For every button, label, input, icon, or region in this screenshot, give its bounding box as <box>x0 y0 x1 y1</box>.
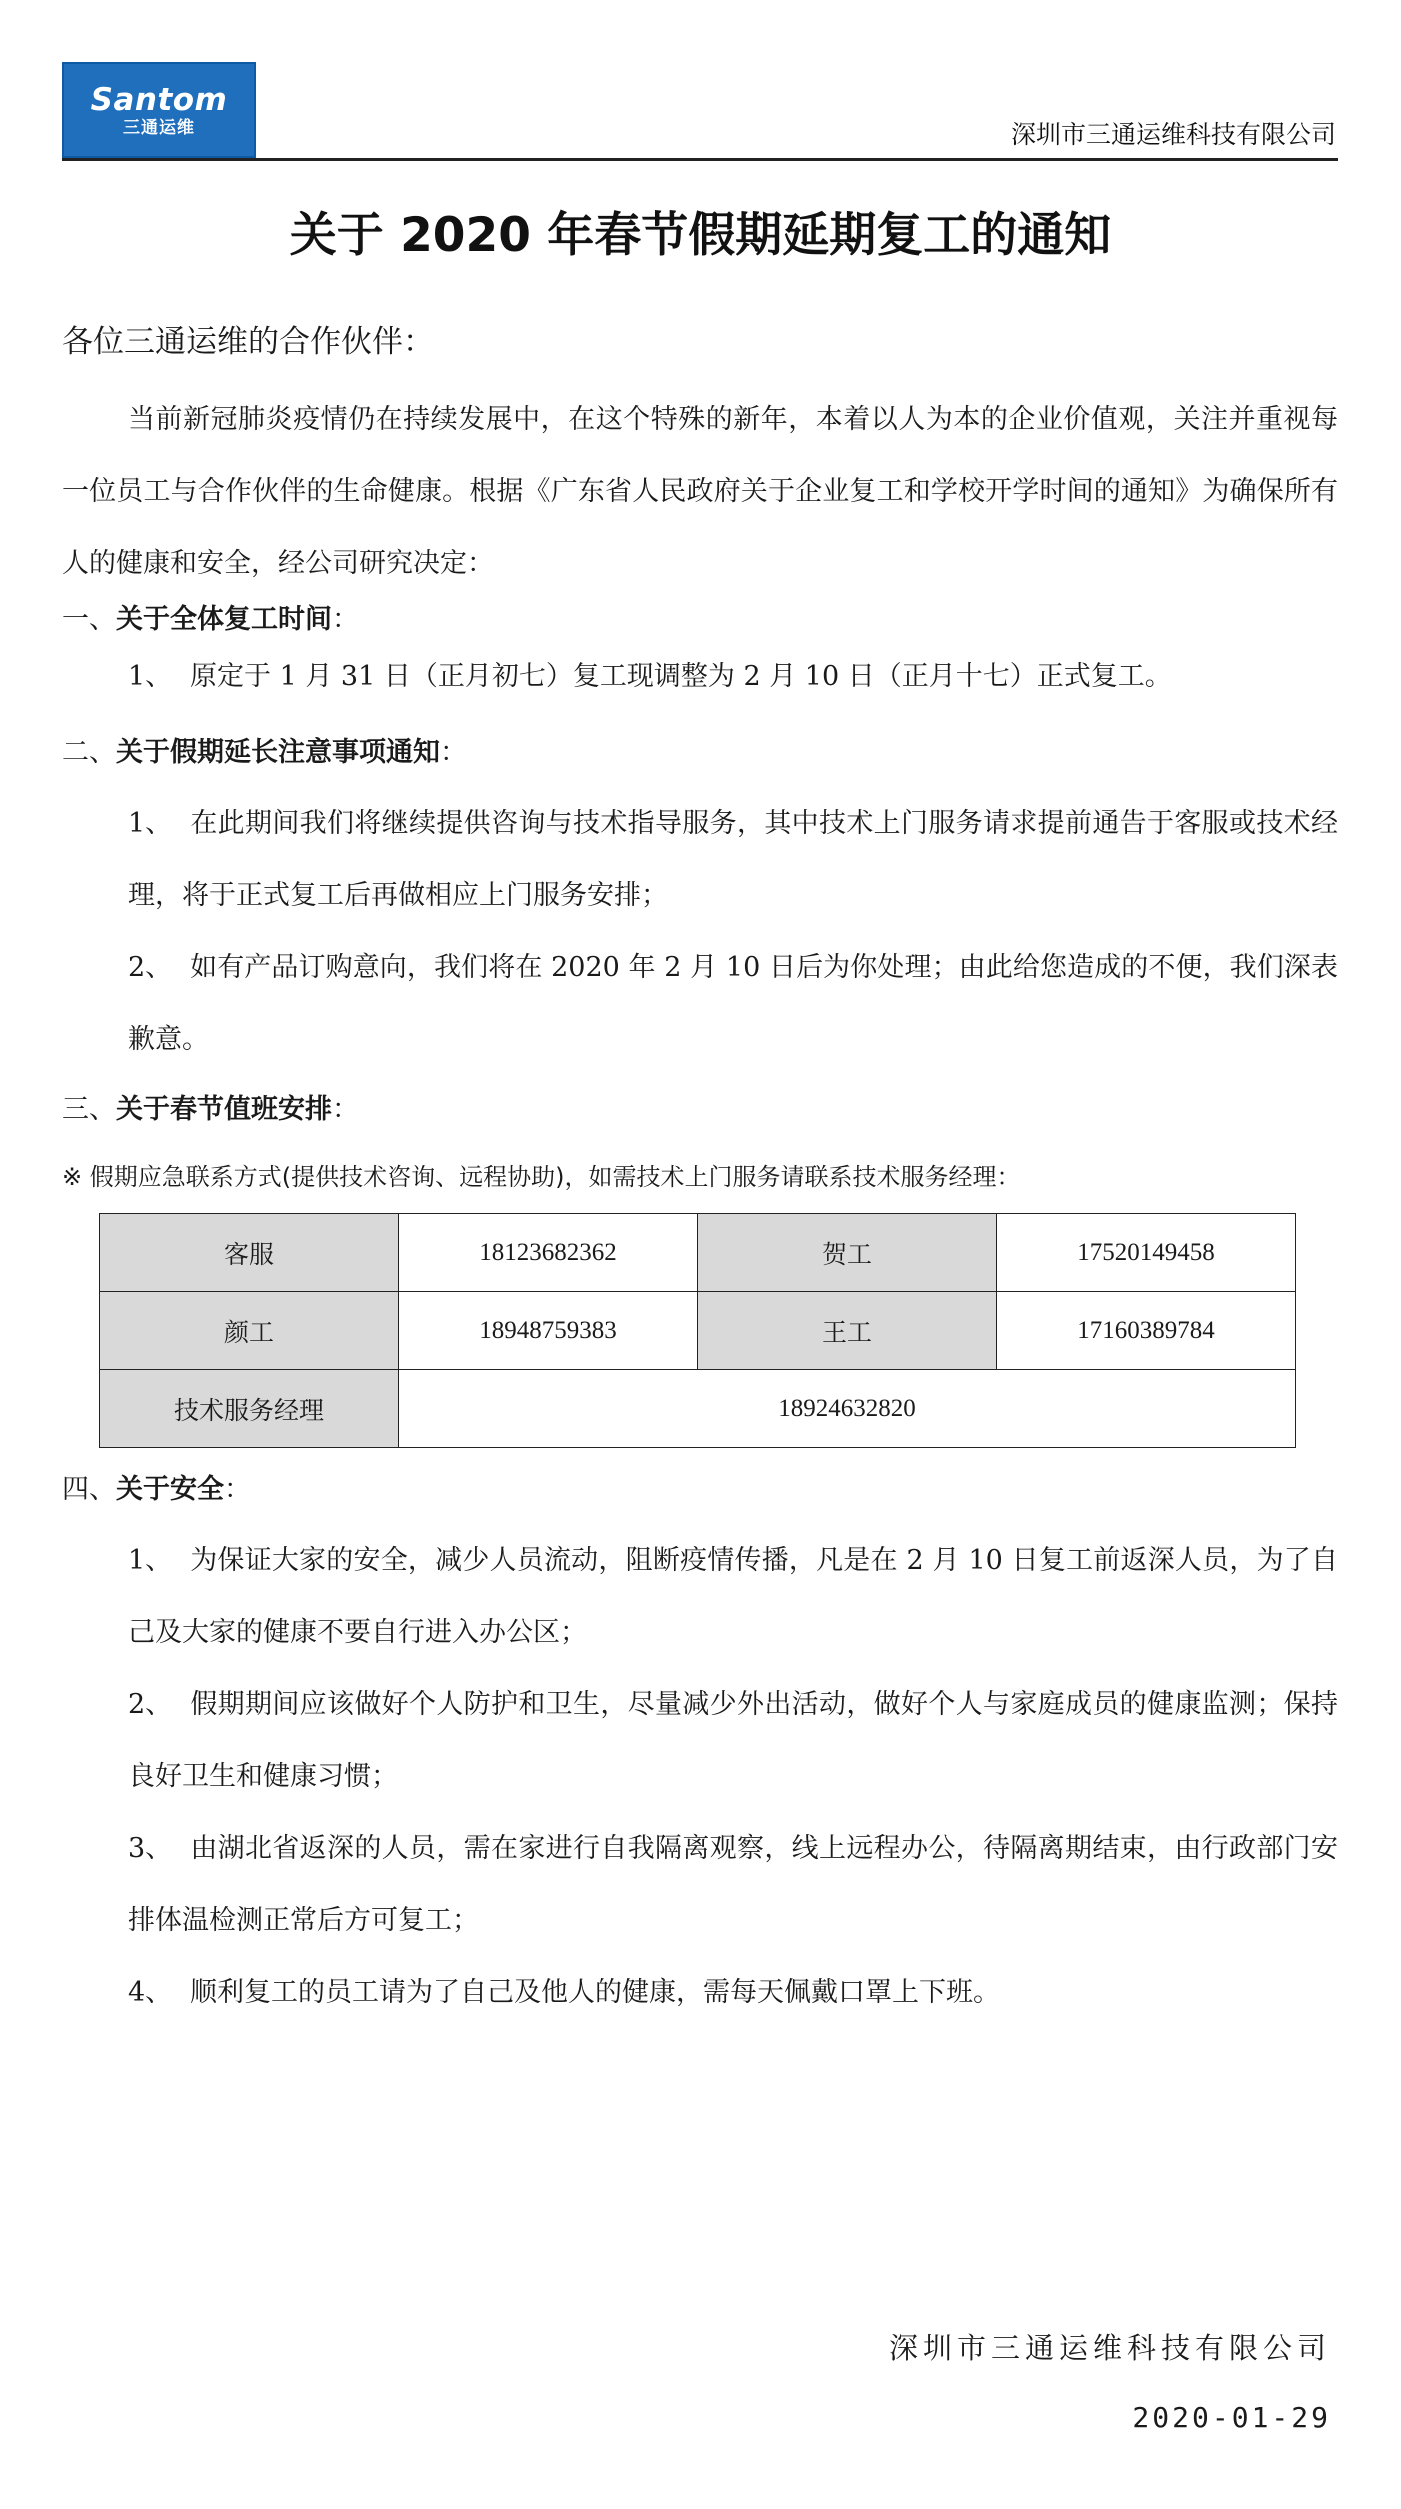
item-text: 原定于 1 月 31 日（正月初七）复工现调整为 2 月 10 日（正月十七）正式复工。 <box>190 661 1172 692</box>
section-2-item-1 <box>128 788 1338 932</box>
item-number: 3、 <box>128 1833 173 1864</box>
section-2-prefix: 二、 <box>62 737 116 768</box>
section-1-title: 关于全体复工时间 <box>116 604 332 635</box>
section-3-prefix: 三、 <box>62 1094 116 1125</box>
section-4-item-1 <box>128 1525 1338 1669</box>
salutation: 各位三通运维的合作伙伴： <box>62 324 434 360</box>
signature-date: 2020-01-29 <box>1132 2401 1331 2434</box>
section-1-suffix: ： <box>332 604 359 635</box>
item-number: 1、 <box>128 808 173 839</box>
item-number: 4、 <box>128 1977 173 2008</box>
signature-company: 深圳市三通运维科技有限公司 <box>888 2331 1331 2365</box>
emergency-contact-note: ※ 假期应急联系方式(提供技术咨询、远程协助)，如需技术上门服务请联系技术服务经理： <box>62 1163 1021 1191</box>
table-row <box>100 1292 1296 1370</box>
item-text: 在此期间我们将继续提供咨询与技术指导服务，其中技术上门服务请求提前通告于客服或技术经理，将于正式复工后再做相应上门服务安排； <box>128 808 1338 911</box>
section-3-suffix: ： <box>332 1094 359 1125</box>
section-2-item-2 <box>128 932 1338 1076</box>
contact-label: 颜工 <box>100 1292 399 1370</box>
section-4-suffix: ： <box>224 1474 251 1505</box>
item-number: 2、 <box>128 952 173 983</box>
item-text: 如有产品订购意向，我们将在 2020 年 2 月 10 日后为你处理；由此给您造成的不便，我们深表歉意。 <box>128 952 1338 1055</box>
section-4-heading <box>62 1470 251 1510</box>
contact-phone: 18948759383 <box>399 1292 698 1370</box>
item-number: 1、 <box>128 661 173 692</box>
header-divider <box>62 158 1338 161</box>
contact-table <box>99 1213 1296 1448</box>
table-row <box>100 1370 1296 1448</box>
contact-label: 王工 <box>698 1292 997 1370</box>
contact-phone: 17520149458 <box>997 1214 1296 1292</box>
section-4-item-2 <box>128 1669 1338 1813</box>
item-text: 为保证大家的安全，减少人员流动，阻断疫情传播，凡是在 2 月 10 日复工前返深人员，为了自己及大家的健康不要自行进入办公区； <box>128 1545 1338 1648</box>
section-1-item-1 <box>128 641 1338 713</box>
contact-phone: 18123682362 <box>399 1214 698 1292</box>
company-logo <box>62 62 256 158</box>
section-4-title: 关于安全 <box>116 1474 224 1505</box>
logo-chinese-text: 三通运维 <box>123 118 195 138</box>
section-4-item-3 <box>128 1813 1338 1957</box>
item-text: 顺利复工的员工请为了自己及他人的健康，需每天佩戴口罩上下班。 <box>190 1977 1000 2008</box>
contact-phone: 17160389784 <box>997 1292 1296 1370</box>
section-3-title: 关于春节值班安排 <box>116 1094 332 1125</box>
contact-label: 技术服务经理 <box>100 1370 399 1448</box>
item-text: 由湖北省返深的人员，需在家进行自我隔离观察，线上远程办公，待隔离期结束，由行政部门安排体温检测正常后方可复工； <box>128 1833 1338 1936</box>
section-1-prefix: 一、 <box>62 604 116 635</box>
document-title: 关于 2020 年春节假期延期复工的通知 <box>289 208 1112 263</box>
section-2-title: 关于假期延长注意事项通知 <box>116 737 440 768</box>
section-2-suffix: ： <box>440 737 467 768</box>
section-4-item-4 <box>128 1957 1338 2029</box>
section-4-prefix: 四、 <box>62 1474 116 1505</box>
intro-paragraph: 当前新冠肺炎疫情仍在持续发展中，在这个特殊的新年，本着以人为本的企业价值观，关注并重视每一位员工与合作伙伴的生命健康。根据《广东省人民政府关于企业复工和学校开学时间的通知》为确保所有人的健康和安全，经公司研究决定： <box>62 404 1338 579</box>
logo-brand-text: Santom <box>90 82 228 118</box>
item-number: 1、 <box>128 1545 173 1576</box>
contact-label: 贺工 <box>698 1214 997 1292</box>
header-company-name: 深圳市三通运维科技有限公司 <box>1010 120 1336 149</box>
section-1-heading <box>62 600 359 640</box>
item-number: 2、 <box>128 1689 173 1720</box>
table-row <box>100 1214 1296 1292</box>
contact-label: 客服 <box>100 1214 399 1292</box>
section-2-heading <box>62 733 467 773</box>
item-text: 假期期间应该做好个人防护和卫生，尽量减少外出活动，做好个人与家庭成员的健康监测；保持良好卫生和健康习惯； <box>128 1689 1338 1792</box>
section-3-heading <box>62 1090 359 1130</box>
contact-phone: 18924632820 <box>399 1370 1296 1448</box>
